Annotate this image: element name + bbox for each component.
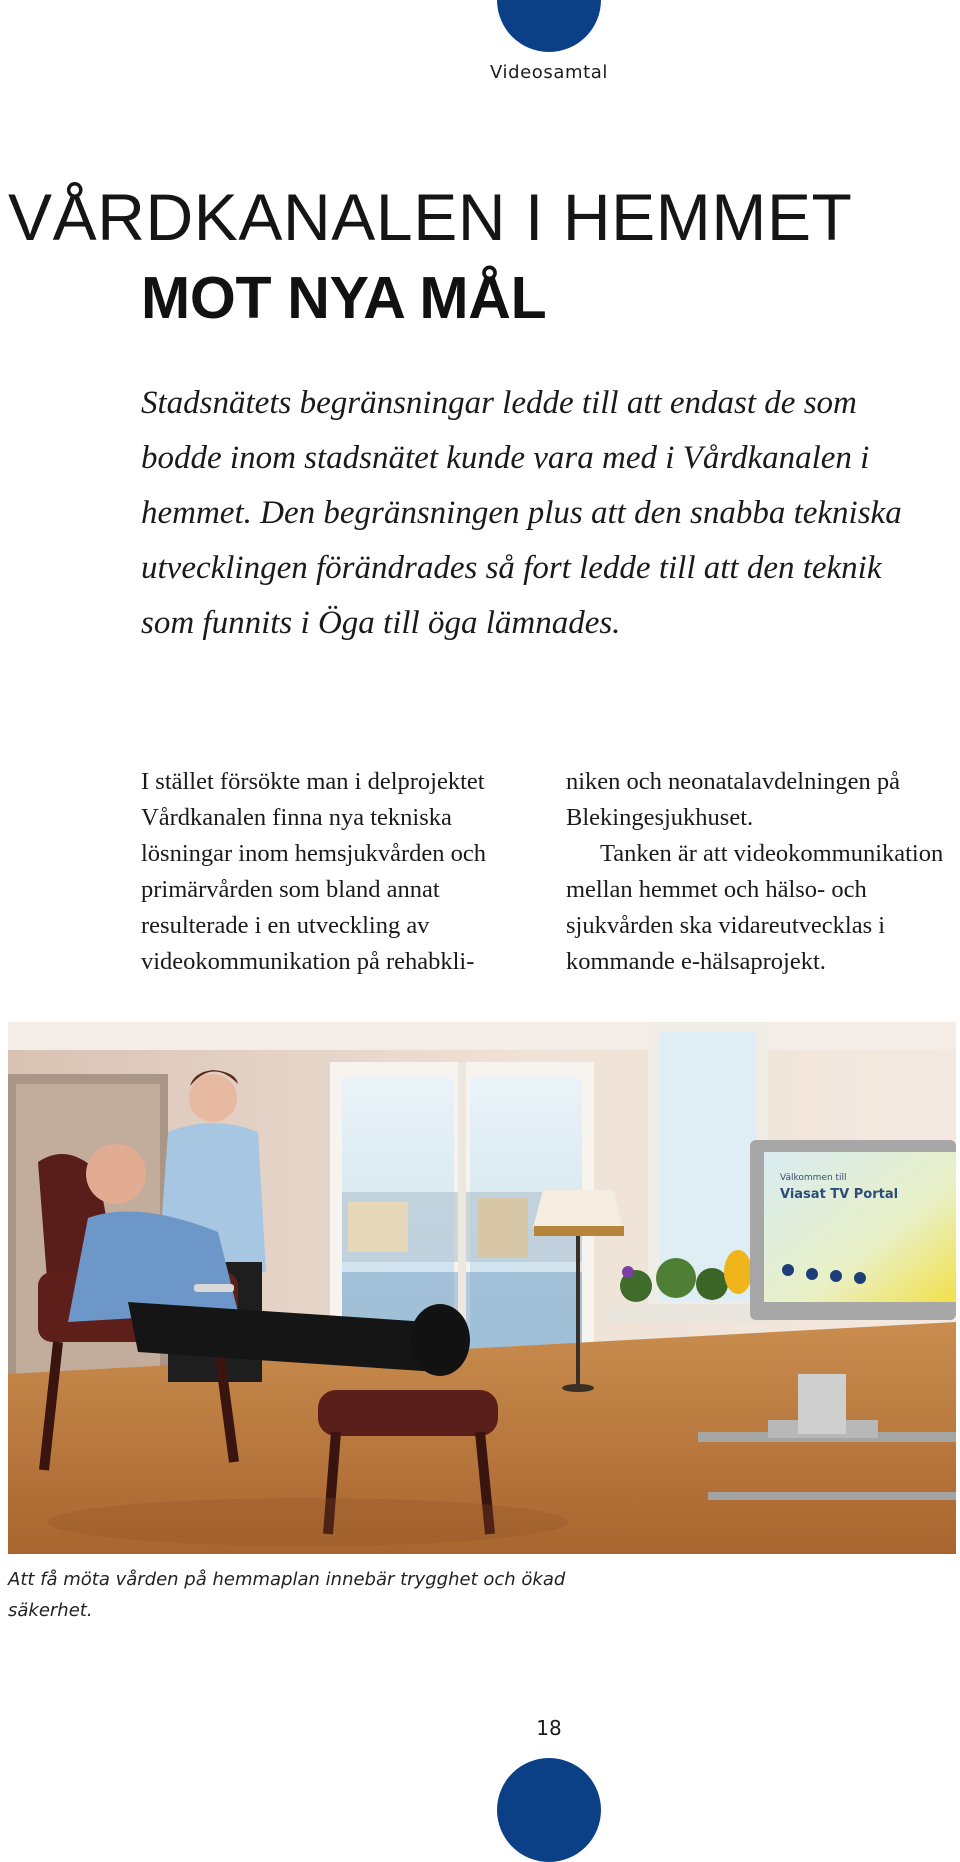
body-column-right xyxy=(566,764,956,980)
living-room-photo xyxy=(8,1022,956,1554)
photo-caption: Att få möta vården på hemmaplan innebär trygghet och ökad säkerhet. xyxy=(8,1569,566,1621)
ingress-paragraph: Stadsnätets begränsningar ledde till att endast de som bodde inom stadsnätet kunde vara med i Vårdkanalen i hemmet. Den begränsningen plus att den snabba tekniska utvecklingen förändrades så fort ledde till att den teknik som funnits i Öga till öga lämnades. xyxy=(141,385,902,641)
body-paragraph-2: Tanken är att videokommunikation mellan hemmet och hälso- och sjukvården ska vidareutvecklas i kommande e-hälsaprojekt. xyxy=(566,840,944,975)
section-tab-top xyxy=(497,0,601,52)
page-number: 18 xyxy=(536,1716,562,1740)
section-tab-bottom xyxy=(497,1758,601,1862)
running-head: Videosamtal xyxy=(489,62,609,83)
body-paragraph-1-cont: niken och neonatalavdelningen på Blekingesjukhuset. xyxy=(566,768,901,831)
page-title: VÅRDKANALEN I HEMMET xyxy=(8,180,853,254)
body-column-left xyxy=(141,764,541,980)
body-paragraph-1: I stället försökte man i delprojektet Vårdkanalen finna nya tekniska lösningar inom hemsjukvården och primärvården som bland annat resulterade i en utveckling av videokommunikation på rehabkli- xyxy=(141,768,486,975)
photo-illustration xyxy=(8,1022,956,1554)
tv-small-text: Välkommen till xyxy=(780,1173,847,1183)
tv-portal-text: Viasat TV Portal xyxy=(780,1187,899,1202)
page-subtitle: MOT NYA MÅL xyxy=(141,265,547,331)
